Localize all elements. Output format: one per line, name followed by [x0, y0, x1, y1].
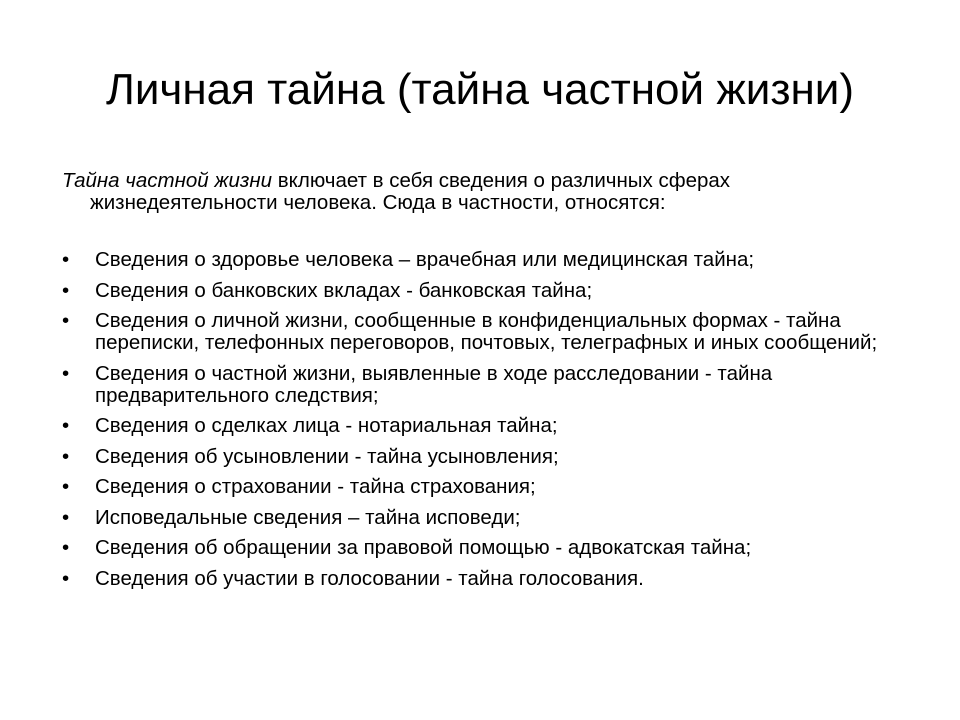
list-item-text: Сведения об усыновлении - тайна усыновления;: [95, 444, 559, 468]
list-item-text: Сведения о здоровье человека – врачебная или медицинская тайна;: [95, 248, 755, 271]
slide-title: Личная тайна (тайна частной жизни): [105, 65, 855, 114]
list-item-text: Сведения о страховании - тайна страхования;: [95, 475, 536, 498]
list-item: [62, 537, 912, 559]
list-item-text: Сведения об обращении за правовой помощью - адвокатская тайна;: [95, 536, 752, 559]
list-item-text: Сведения об участии в голосовании - тайна голосования.: [95, 566, 644, 590]
intro-italic-term: Тайна частной жизни: [62, 169, 273, 192]
intro-paragraph: [62, 170, 912, 214]
bullet-icon: •: [62, 536, 70, 559]
bullet-icon: •: [62, 444, 70, 468]
list-item: [62, 310, 912, 354]
list-item: [62, 249, 912, 271]
list-item-text: Сведения о банковских вкладах - банковская тайна;: [95, 278, 593, 302]
intro-text: включает в себя сведения о различных сферах жизнедеятельности человека. Сюда в частности, относятся:: [90, 169, 731, 214]
list-item-text: Сведения о частной жизни, выявленные в ходе расследовании - тайна предварительного следствия;: [95, 361, 773, 407]
list-item-text: Сведения о личной жизни, сообщенные в конфиденциальных формах - тайна переписки, телефонных переговоров, почтовых, телеграфных и иных сообщений;: [95, 309, 878, 354]
bullet-icon: •: [62, 309, 70, 332]
bullet-icon: •: [62, 361, 70, 385]
bullet-icon: •: [62, 505, 70, 529]
list-item-text: Исповедальные сведения – тайна исповеди;: [95, 505, 521, 529]
slide-body: [62, 170, 912, 598]
list-item: [62, 415, 912, 437]
bullet-list: [62, 249, 912, 590]
list-item: [62, 446, 912, 468]
list-item-text: Сведения о сделках лица - нотариальная тайна;: [95, 414, 558, 437]
list-item: [62, 568, 912, 590]
bullet-icon: •: [62, 475, 70, 498]
bullet-icon: •: [62, 278, 70, 302]
list-item: [62, 476, 912, 498]
list-item: [62, 507, 912, 529]
list-item: [62, 363, 912, 407]
bullet-icon: •: [62, 248, 70, 271]
bullet-icon: •: [62, 414, 70, 437]
list-item: [62, 280, 912, 302]
bullet-icon: •: [62, 566, 70, 590]
